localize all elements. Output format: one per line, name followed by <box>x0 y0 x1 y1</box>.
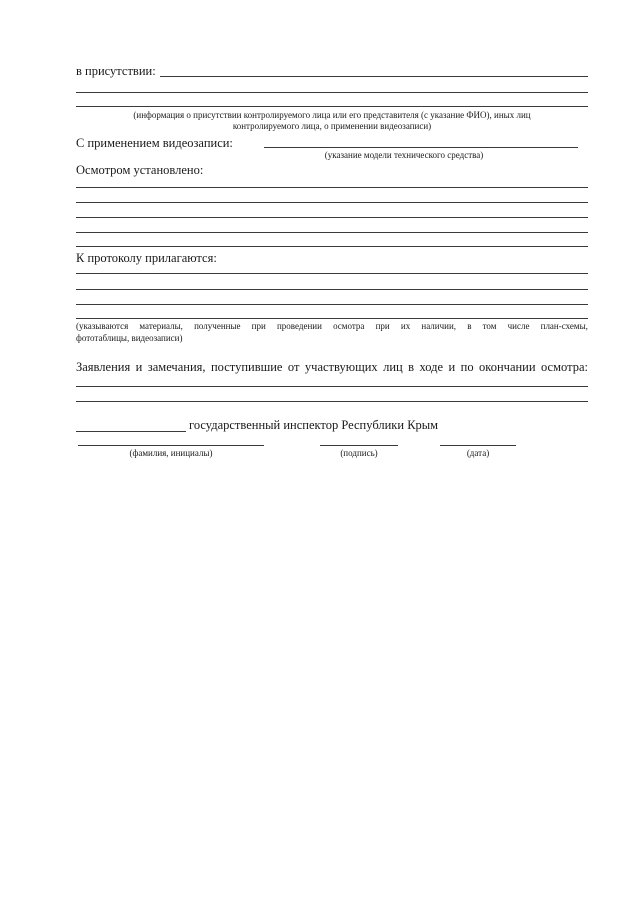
caption-word: в <box>467 321 472 331</box>
label-word: окончании <box>479 360 536 374</box>
sign-field-line[interactable] <box>320 445 398 446</box>
label-word: осмотра: <box>541 360 588 374</box>
date-caption: (дата) <box>466 448 490 458</box>
inspector-blank-line[interactable] <box>76 431 186 432</box>
attachments-line-4[interactable] <box>76 318 588 319</box>
attachments-caption-2: фототаблицы, видеозаписи) <box>76 333 183 343</box>
caption-word: числе <box>507 321 530 331</box>
inspection-line-1[interactable] <box>76 187 588 188</box>
sign-caption: (подпись) <box>340 448 378 458</box>
presence-label: в присутствии: <box>76 64 156 78</box>
label-word: поступившие <box>210 360 283 374</box>
caption-word: том <box>482 321 497 331</box>
label-word: Заявления <box>76 360 131 374</box>
video-field-line[interactable] <box>264 147 578 148</box>
caption-word: при <box>375 321 390 331</box>
name-field-line[interactable] <box>78 445 264 446</box>
caption-word: при <box>251 321 266 331</box>
inspection-line-3[interactable] <box>76 217 588 218</box>
label-word: замечания, <box>147 360 206 374</box>
presence-caption-2: контролируемого лица, о применении видеозаписи) <box>232 121 432 131</box>
attachments-line-1[interactable] <box>76 273 588 274</box>
caption-word: полученные <box>194 321 241 331</box>
caption-word: план-схемы, <box>540 321 588 331</box>
attachments-caption-1 <box>76 322 588 331</box>
inspection-line-2[interactable] <box>76 202 588 203</box>
caption-word: (указываются <box>76 321 129 331</box>
date-field-line[interactable] <box>440 445 516 446</box>
statements-line-1[interactable] <box>76 386 588 387</box>
caption-word: их <box>400 321 411 331</box>
presence-field-line-1[interactable] <box>160 76 588 77</box>
presence-caption-1: (информация о присутствии контролируемого лица или его представителя (с указание ФИО), иных лиц <box>133 110 531 120</box>
label-word: и <box>448 360 456 374</box>
attachments-line-2[interactable] <box>76 289 588 290</box>
caption-word: осмотра <box>333 321 365 331</box>
inspection-label: Осмотром установлено: <box>76 163 204 177</box>
label-word: ходе <box>419 360 444 374</box>
label-word: по <box>460 360 474 374</box>
statements-label <box>76 361 588 374</box>
attachments-line-3[interactable] <box>76 304 588 305</box>
inspection-line-5[interactable] <box>76 246 588 247</box>
presence-field-line-3[interactable] <box>76 106 588 107</box>
presence-field-line-2[interactable] <box>76 92 588 93</box>
name-caption: (фамилия, инициалы) <box>129 448 213 458</box>
label-word: от <box>287 360 300 374</box>
inspector-title: государственный инспектор Республики Крым <box>189 418 439 432</box>
video-label: С применением видеозаписи: <box>76 136 233 150</box>
caption-word: наличии, <box>421 321 457 331</box>
video-caption: (указание модели технического средства) <box>324 150 484 160</box>
caption-word: материалы, <box>139 321 183 331</box>
label-word: участвующих <box>304 360 378 374</box>
attachments-label: К протоколу прилагаются: <box>76 251 217 265</box>
label-word: и <box>135 360 143 374</box>
caption-word: проведении <box>276 321 322 331</box>
inspection-line-4[interactable] <box>76 232 588 233</box>
label-word: в <box>408 360 415 374</box>
label-word: лиц <box>383 360 403 374</box>
statements-line-2[interactable] <box>76 401 588 402</box>
